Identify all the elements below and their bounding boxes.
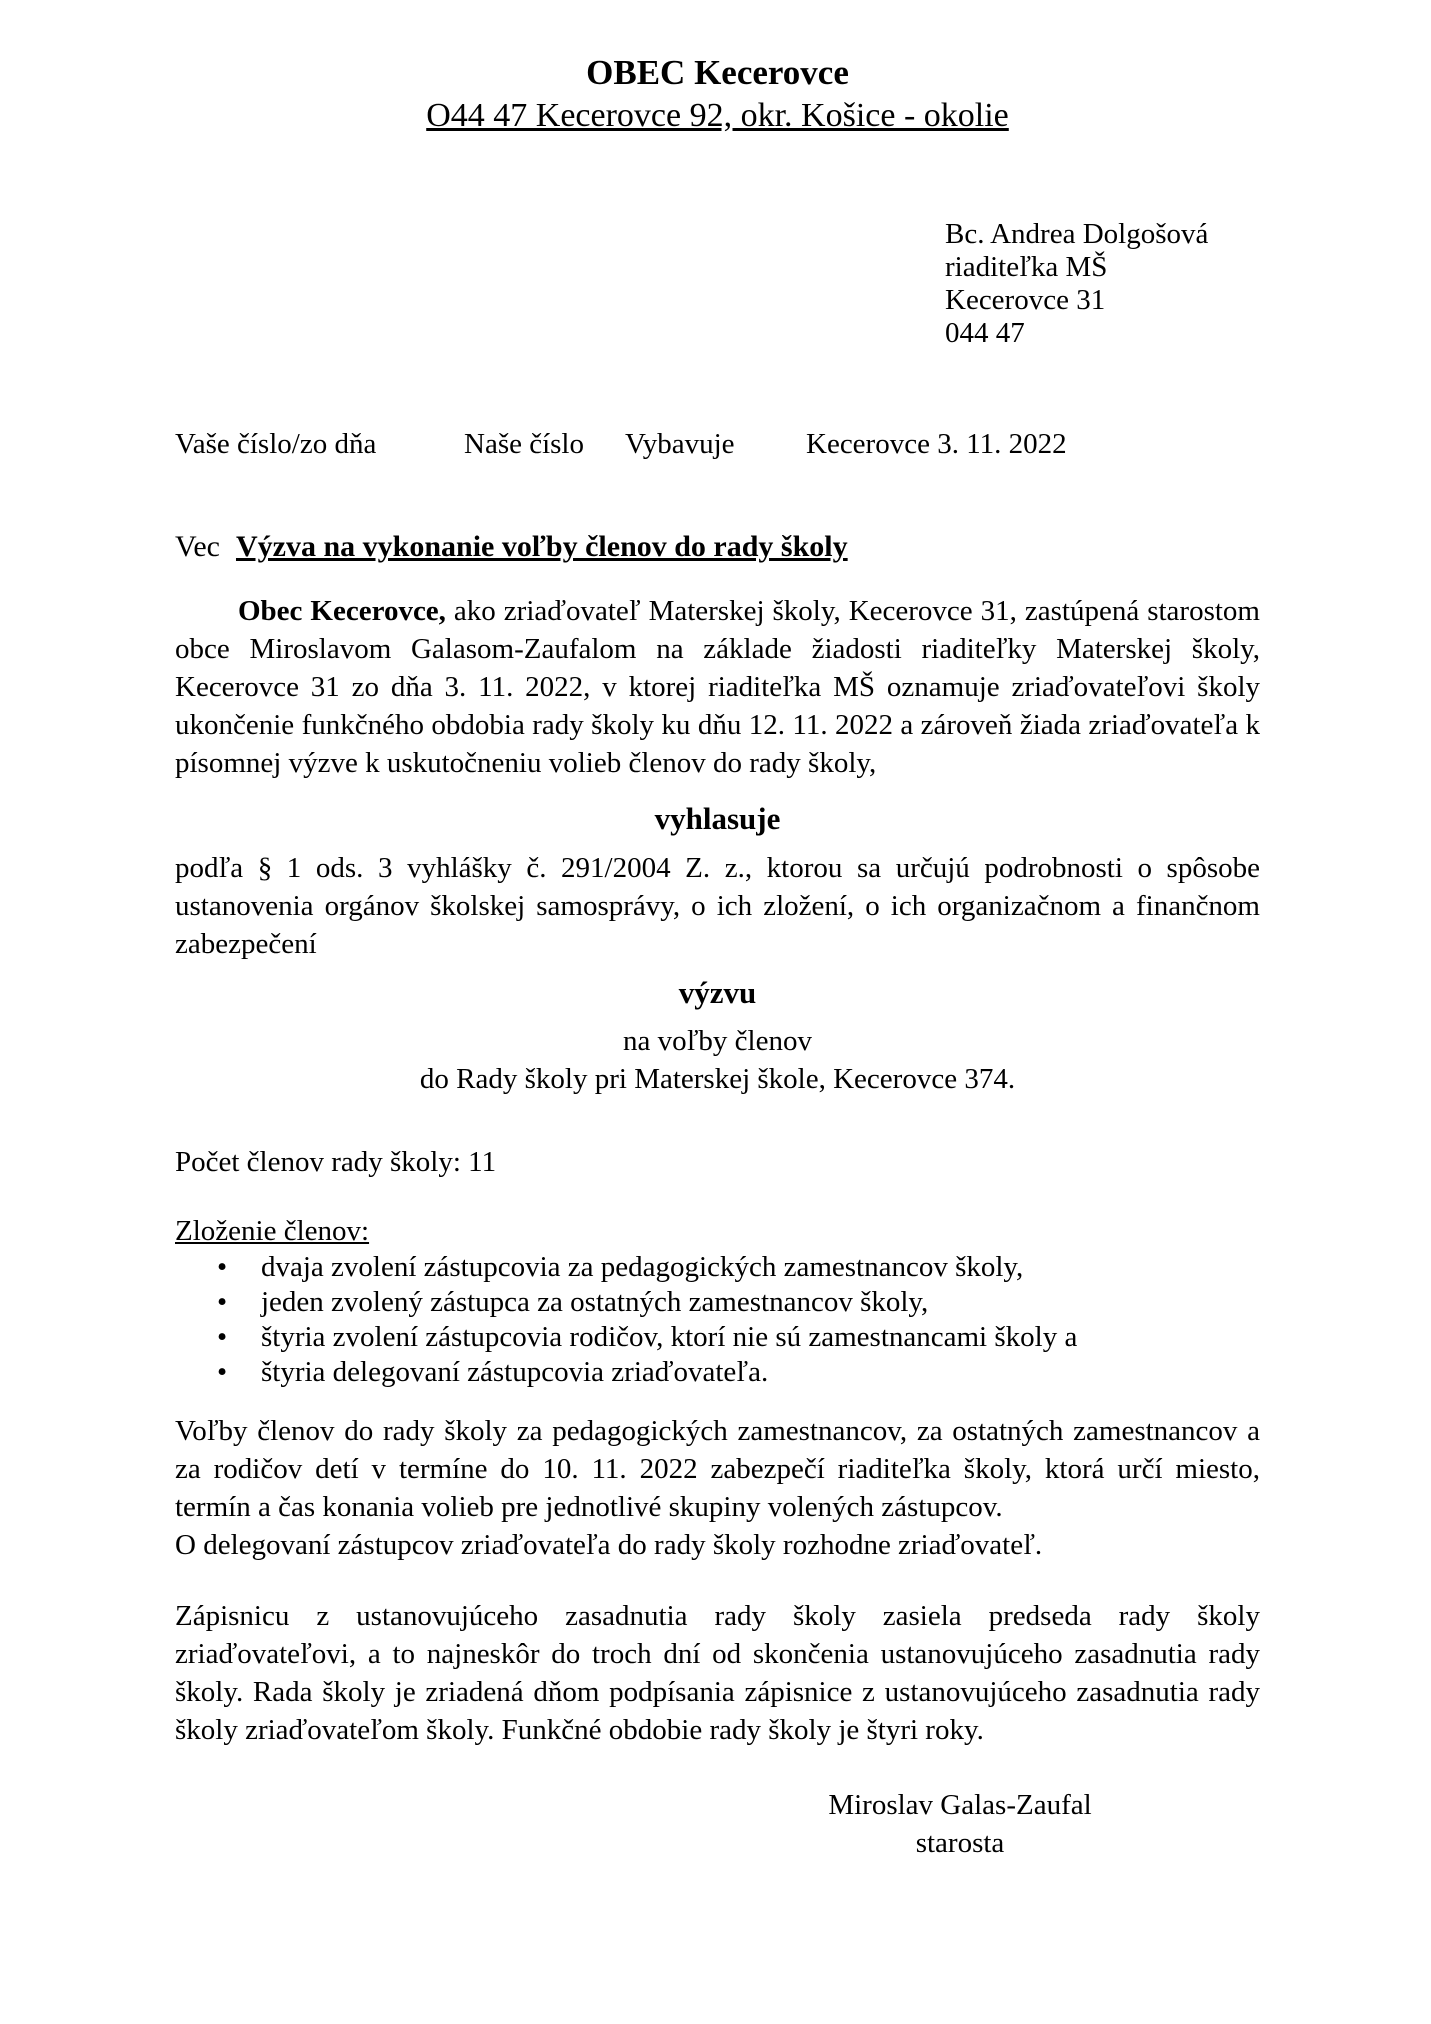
list-item-text: jeden zvolený zástupca za ostatných zamestnancov školy, [261, 1286, 929, 1318]
call-line-2: do Rady školy pri Materskej škole, Kecerovce 374. [419, 1063, 1016, 1095]
subject-text: Výzva na vykonanie voľby členov do rady školy [235, 530, 848, 563]
recipient-role: riaditeľka MŠ [945, 251, 1108, 283]
paragraph-intro [175, 592, 1260, 782]
signature-block [775, 1786, 1145, 1862]
paragraph-minutes: Zápisnicu z ustanovujúceho zasadnutia rady školy zasiela predseda rady školy zriaďovateľovi, a to najneskôr do troch dní od skončenia ustanovujúceho zasadnutia rady školy. Rada školy je zriadená dňom podpísania zápisnice z ustanovujúceho zasadnutia rady školy zriaďovateľom školy. Funkčné obdobie rady školy je štyri roky. [175, 1600, 1260, 1746]
signature-name: Miroslav Galas-Zaufal [828, 1789, 1092, 1821]
your-number-label: Vaše číslo/zo dňa [175, 428, 377, 460]
subject-label: Vec [175, 530, 220, 563]
member-count-line: Počet členov rady školy: 11 [175, 1146, 497, 1178]
organization-address-text: O44 47 Kecerovce 92, okr. Košice - okolie [426, 97, 1009, 134]
recipient-block [945, 218, 1260, 350]
call-line-1: na voľby členov [623, 1025, 812, 1057]
paragraph-intro-lead: Obec Kecerovce, [238, 595, 446, 627]
paragraph-delegation: O delegovaní zástupcov zriaďovateľa do rady školy rozhodne zriaďovateľ. [175, 1529, 1043, 1561]
list-item [175, 1250, 1260, 1285]
paragraph-elections: Voľby členov do rady školy za pedagogických zamestnancov, za ostatných zamestnancov a za rodičov detí v termíne do 10. 11. 2022 zabezpečí riaditeľka školy, ktorá určí miesto, termín a čas konania volieb pre jednotlivé skupiny volených zástupcov. [175, 1415, 1260, 1523]
list-item-text: štyria delegovaní zástupcovia zriaďovateľa. [261, 1356, 769, 1388]
composition-heading [175, 1212, 1260, 1250]
bullet-icon: • [217, 1286, 228, 1318]
subject-line [175, 528, 1260, 566]
bullet-icon: • [217, 1251, 228, 1283]
bullet-icon: • [217, 1321, 228, 1353]
composition-list [175, 1250, 1260, 1390]
paragraph-legal: podľa § 1 ods. 3 vyhlášky č. 291/2004 Z. z., ktorou sa určujú podrobnosti o spôsobe ustanovenia orgánov školskej samosprávy, o ich zložení, o ich organizačnom a finančnom zabezpečení [175, 852, 1260, 960]
call-word: výzvu [678, 975, 757, 1010]
reference-row [175, 425, 1260, 463]
our-number-label: Naše číslo [464, 428, 584, 460]
composition-heading-text: Zloženie členov: [175, 1215, 370, 1247]
recipient-postal-code: 044 47 [945, 317, 1025, 349]
paragraph-intro-text: ako zriaďovateľ Materskej školy, Kecerovce 31, zastúpená starostom obce Miroslavom Galasom-Zaufalom na základe žiadosti riaditeľky Materskej školy, Kecerovce 31 zo dňa 3. 11. 2022, v ktorej riaditeľka MŠ oznamuje zriaďovateľovi školy ukončenie funkčného obdobia rady školy ku dňu 12. 11. 2022 a zároveň žiada zriaďovateľa k písomnej výzve k uskutočneniu volieb členov do rady školy, [175, 595, 1260, 779]
list-item [175, 1355, 1260, 1390]
list-item [175, 1285, 1260, 1320]
signature-role: starosta [915, 1827, 1005, 1859]
place-and-date: Kecerovce 3. 11. 2022 [806, 428, 1067, 460]
list-item [175, 1320, 1260, 1355]
organization-title: OBEC Kecerovce [586, 53, 849, 92]
list-item-text: štyria zvolení zástupcovia rodičov, ktorí nie sú zamestnancami školy a [261, 1321, 1078, 1353]
list-item-text: dvaja zvolení zástupcovia za pedagogických zamestnancov školy, [261, 1251, 1024, 1283]
bullet-icon: • [217, 1356, 228, 1388]
organization-address [175, 94, 1260, 138]
recipient-street: Kecerovce 31 [945, 284, 1106, 316]
recipient-name: Bc. Andrea Dolgošová [945, 218, 1209, 250]
declaration-word: vyhlasuje [654, 801, 781, 836]
handled-by-label: Vybavuje [625, 428, 735, 460]
